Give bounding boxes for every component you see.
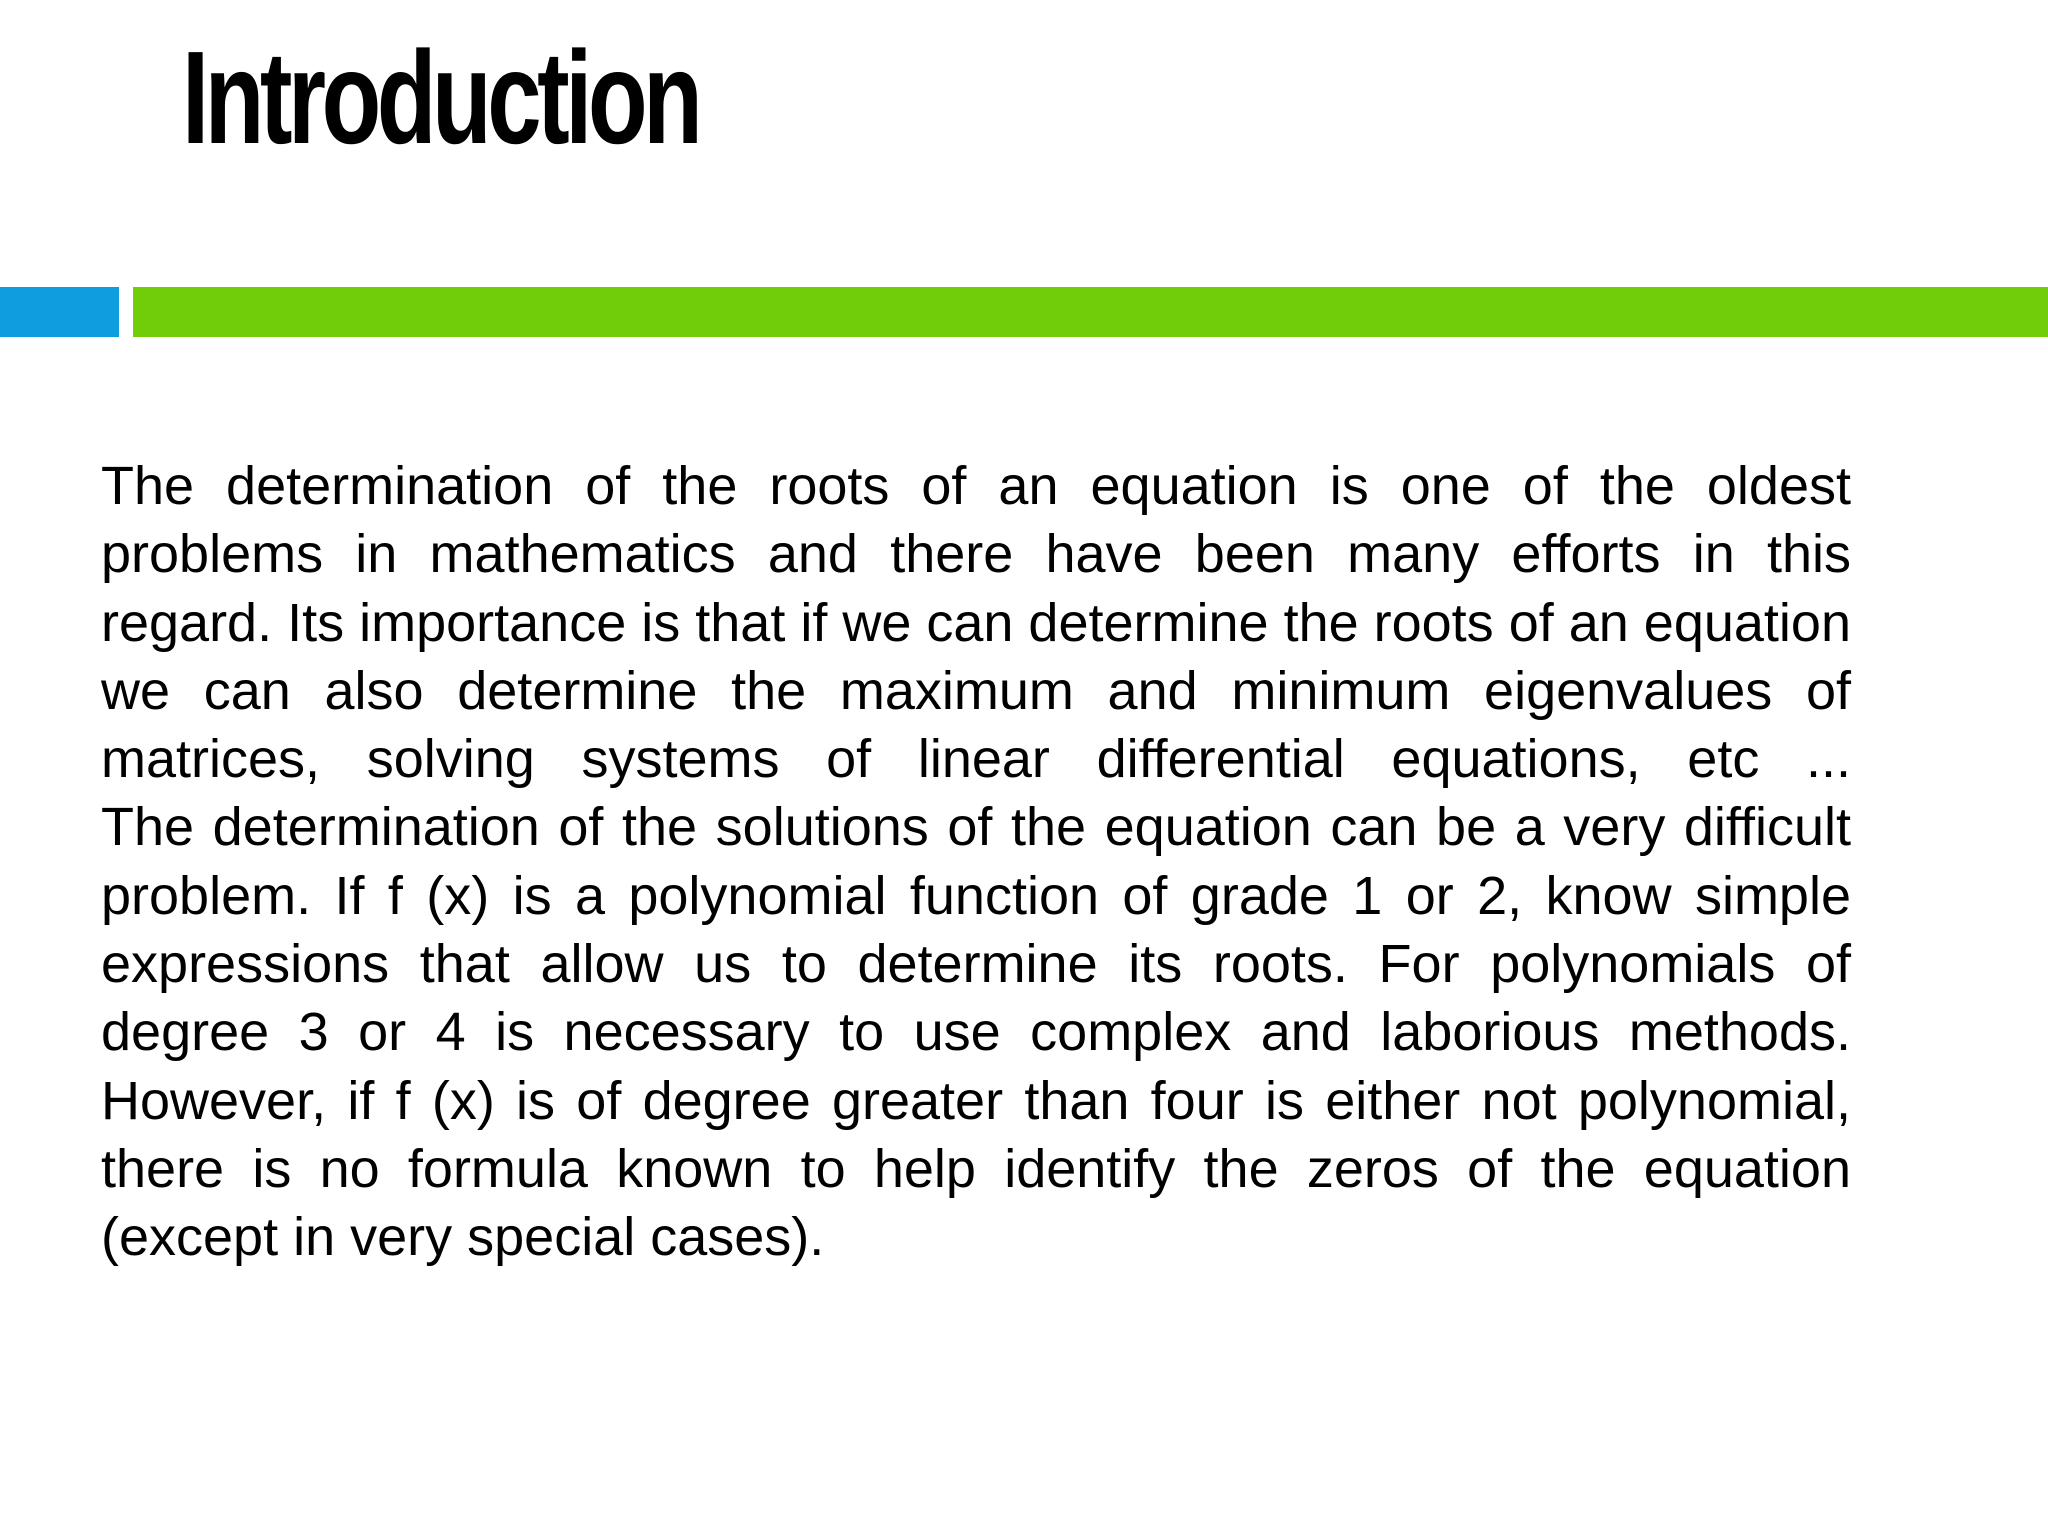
accent-bar-green (133, 287, 2048, 337)
body-paragraph-1: The determination of the roots of an equation is one of the oldest problems in mathematics and there have been many efforts in this regard. Its importance is that if we can determine the roots of an equation we can also determine the maximum and minimum eigenvalues of matrices, solving systems of linear differential equations, etc ... (101, 456, 1851, 790)
body-paragraph-2: The determination of the solutions of the equation can be a very difficult problem. If f (x) is a polynomial function of grade 1 or 2, know simple expressions that allow us to determine its roots. For polynomials of degree 3 or 4 is necessary to use complex and laborious methods. However, if f (x) is of degree greater than four is either not polynomial, there is no formula known to help identify the zeros of the equation (except in very special cases). (101, 797, 1851, 1268)
accent-bar-blue (0, 287, 119, 337)
slide-title: Introduction (182, 24, 699, 171)
slide-body (101, 452, 1851, 1272)
